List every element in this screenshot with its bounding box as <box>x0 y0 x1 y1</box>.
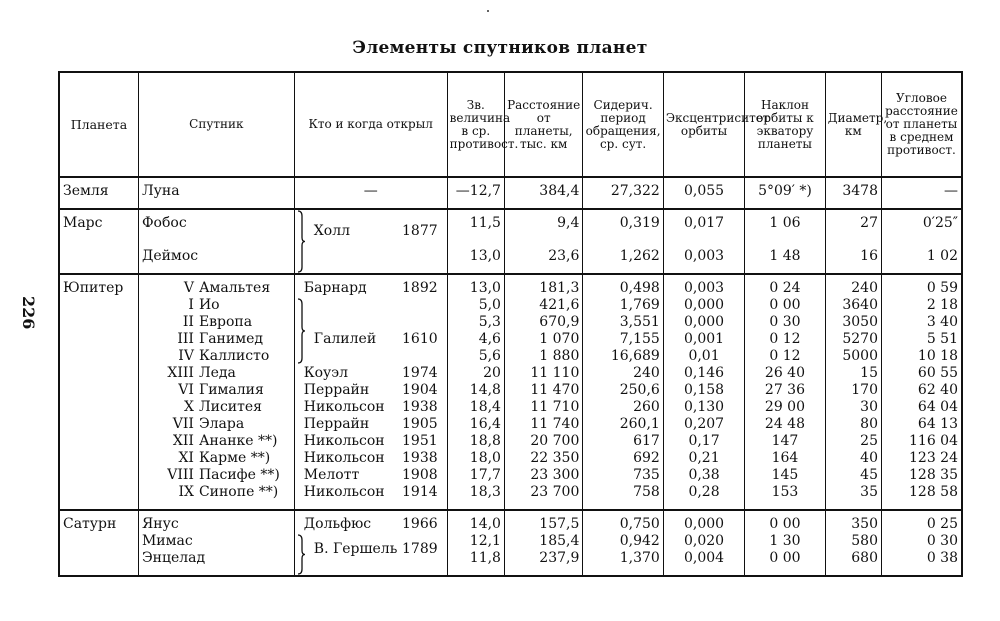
cell-distance: 185,4 <box>504 533 582 550</box>
table-row <box>59 365 962 382</box>
cell-inclination: 27 36 <box>745 382 825 399</box>
cell-angular: 64 04 <box>881 399 962 416</box>
cell-distance: 11 710 <box>504 399 582 416</box>
cell-discovered <box>294 209 447 241</box>
cell-period: 0,750 <box>583 510 663 533</box>
cell-period: 1,769 <box>583 297 663 314</box>
header-distance: Расстояние от планеты, тыс. км <box>504 72 582 177</box>
satellite-number: XII <box>172 433 194 449</box>
group-1 <box>59 209 962 274</box>
satellite-name: Карме **) <box>198 450 271 466</box>
cell-period: 7,155 <box>583 331 663 348</box>
table-row <box>59 484 962 510</box>
cell-inclination: 29 00 <box>745 399 825 416</box>
discoverer-name: Никольсон <box>303 484 385 500</box>
cell-period: 16,689 <box>583 348 663 365</box>
cell-satellite <box>138 348 294 365</box>
cell-planet <box>59 331 138 348</box>
cell-distance: 22 350 <box>504 450 582 467</box>
discoverer-name: Мелотт <box>303 467 360 483</box>
table-title: Элементы спутников планет <box>352 38 648 58</box>
table-row <box>59 533 962 550</box>
cell-magnitude: 18,4 <box>447 399 504 416</box>
cell-diameter: 580 <box>825 533 881 550</box>
cell-planet <box>59 467 138 484</box>
cell-angular: 123 24 <box>881 450 962 467</box>
cell-magnitude: 4,6 <box>447 331 504 348</box>
cell-eccentricity: 0,146 <box>663 365 744 382</box>
satellite-name: Европа <box>198 314 253 330</box>
discovery-year: 1966 <box>402 516 438 532</box>
cell-satellite <box>138 416 294 433</box>
cell-satellite <box>138 510 294 533</box>
cell-inclination: 145 <box>745 467 825 484</box>
cell-eccentricity: 0,17 <box>663 433 744 450</box>
cell-eccentricity: 0,020 <box>663 533 744 550</box>
discovery-year: 1905 <box>402 416 438 432</box>
header-discovered: Кто и когда открыл <box>294 72 447 177</box>
header-planet: Планета <box>59 72 138 177</box>
header-satellite: Спутник <box>138 72 294 177</box>
cell-discovered <box>294 314 447 331</box>
cell-period: 260,1 <box>583 416 663 433</box>
discoverer-name: Перрайн <box>303 382 370 398</box>
cell-discovered <box>294 533 447 557</box>
cell-planet: Юпитер <box>59 274 138 297</box>
cell-angular: 62 40 <box>881 382 962 399</box>
cell-satellite <box>138 450 294 467</box>
satellite-name: Элара <box>198 416 245 432</box>
satellite-number: XI <box>178 450 194 466</box>
cell-satellite <box>138 533 294 550</box>
cell-period: 250,6 <box>583 382 663 399</box>
satellite-name: Леда <box>198 365 236 381</box>
satellite-number: III <box>177 331 194 347</box>
cell-period: 0,942 <box>583 533 663 550</box>
cell-planet <box>59 314 138 331</box>
header-angular: Угловое расстояние от планеты в среднем противост. <box>881 72 962 177</box>
cell-planet <box>59 241 138 274</box>
cell-magnitude: 16,4 <box>447 416 504 433</box>
cell-inclination: 164 <box>745 450 825 467</box>
cell-angular: 0′25″ <box>881 209 962 241</box>
cell-discovered <box>294 241 447 274</box>
cell-eccentricity: 0,207 <box>663 416 744 433</box>
cell-magnitude: 14,8 <box>447 382 504 399</box>
cell-diameter: 15 <box>825 365 881 382</box>
cell-eccentricity: 0,38 <box>663 467 744 484</box>
cell-distance: 1 070 <box>504 331 582 348</box>
cell-inclination: 5°09′ *) <box>745 177 825 209</box>
cell-eccentricity: 0,001 <box>663 331 744 348</box>
cell-diameter: 3478 <box>825 177 881 209</box>
cell-inclination: 0 30 <box>745 314 825 331</box>
cell-distance: 9,4 <box>504 209 582 241</box>
satellite-number: X <box>183 399 194 415</box>
discovery-year: 1938 <box>402 450 438 466</box>
cell-discovered <box>294 550 447 576</box>
cell-inclination: 24 48 <box>745 416 825 433</box>
cell-distance: 157,5 <box>504 510 582 533</box>
discoverer-name: Холл <box>313 223 350 239</box>
cell-discovered <box>294 467 447 484</box>
satellite-number: I <box>188 297 194 313</box>
cell-inclination: 153 <box>745 484 825 510</box>
satellite-number: XIII <box>167 365 194 381</box>
cell-eccentricity: 0,158 <box>663 382 744 399</box>
cell-planet: Марс <box>59 209 138 241</box>
cell-diameter: 16 <box>825 241 881 274</box>
cell-inclination: 0 00 <box>745 550 825 576</box>
cell-eccentricity: 0,003 <box>663 274 744 297</box>
cell-satellite <box>138 399 294 416</box>
cell-magnitude: 5,6 <box>447 348 504 365</box>
satellite-name: Пасифе **) <box>198 467 280 483</box>
cell-discovered <box>294 177 447 209</box>
cell-distance: 181,3 <box>504 274 582 297</box>
cell-magnitude: 11,5 <box>447 209 504 241</box>
brace-icon <box>296 210 306 273</box>
discovery-year: 1877 <box>402 223 438 239</box>
satellite-number: VII <box>172 416 194 432</box>
discovery-year: 1974 <box>402 365 438 381</box>
cell-planet <box>59 399 138 416</box>
cell-satellite <box>138 382 294 399</box>
satellite-name: Луна <box>141 183 180 199</box>
cell-magnitude: 5,0 <box>447 297 504 314</box>
group-3 <box>59 510 962 576</box>
cell-angular: 128 35 <box>881 467 962 484</box>
cell-magnitude: 5,3 <box>447 314 504 331</box>
brace-icon <box>296 298 306 364</box>
satellite-name: Каллисто <box>198 348 270 364</box>
cell-angular: 1 02 <box>881 241 962 274</box>
satellite-name: Ганимед <box>198 331 264 347</box>
table-row <box>59 177 962 209</box>
cell-angular: 10 18 <box>881 348 962 365</box>
cell-period: 1,370 <box>583 550 663 576</box>
cell-diameter: 80 <box>825 416 881 433</box>
cell-eccentricity: 0,017 <box>663 209 744 241</box>
cell-magnitude: 18,3 <box>447 484 504 510</box>
cell-satellite <box>138 177 294 209</box>
cell-angular: 3 40 <box>881 314 962 331</box>
cell-period: 1,262 <box>583 241 663 274</box>
cell-satellite <box>138 365 294 382</box>
cell-diameter: 5000 <box>825 348 881 365</box>
cell-satellite <box>138 209 294 241</box>
cell-magnitude: 13,0 <box>447 241 504 274</box>
discovery-year: 1914 <box>402 484 438 500</box>
table-row <box>59 399 962 416</box>
cell-planet <box>59 297 138 314</box>
cell-period: 617 <box>583 433 663 450</box>
discoverer-name: Никольсон <box>303 433 385 449</box>
cell-inclination: 0 12 <box>745 331 825 348</box>
satellite-number: VI <box>178 382 194 398</box>
cell-angular: — <box>881 177 962 209</box>
satellite-name: Лиситея <box>198 399 262 415</box>
cell-period: 240 <box>583 365 663 382</box>
cell-planet <box>59 416 138 433</box>
cell-discovered <box>294 274 447 297</box>
table-row <box>59 467 962 484</box>
table-row <box>59 450 962 467</box>
satellite-number: IV <box>178 348 194 364</box>
brace-icon <box>296 534 306 575</box>
cell-planet <box>59 484 138 510</box>
cell-inclination: 1 06 <box>745 209 825 241</box>
cell-magnitude: 11,8 <box>447 550 504 576</box>
cell-inclination: 1 30 <box>745 533 825 550</box>
cell-planet <box>59 533 138 550</box>
cell-discovered <box>294 450 447 467</box>
cell-diameter: 5270 <box>825 331 881 348</box>
cell-magnitude: 13,0 <box>447 274 504 297</box>
discoverer-name: Галилей <box>313 331 377 347</box>
discovery-year: 1610 <box>402 331 438 347</box>
cell-discovered <box>294 399 447 416</box>
cell-satellite <box>138 241 294 274</box>
discoverer-name: Коуэл <box>303 365 349 381</box>
cell-diameter: 3050 <box>825 314 881 331</box>
cell-eccentricity: 0,055 <box>663 177 744 209</box>
group-0 <box>59 177 962 209</box>
cell-period: 758 <box>583 484 663 510</box>
discoverer-name: Перрайн <box>303 416 370 432</box>
cell-period: 3,551 <box>583 314 663 331</box>
cell-eccentricity: 0,000 <box>663 510 744 533</box>
satellite-name: Деймос <box>141 248 199 264</box>
cell-satellite <box>138 433 294 450</box>
cell-planet <box>59 365 138 382</box>
table-row <box>59 382 962 399</box>
satellite-name: Синопе **) <box>198 484 279 500</box>
cell-satellite <box>138 274 294 297</box>
discovery-year: 1908 <box>402 467 438 483</box>
cell-angular: 128 58 <box>881 484 962 510</box>
cell-eccentricity: 0,003 <box>663 241 744 274</box>
table-row <box>59 297 962 314</box>
group-2 <box>59 274 962 510</box>
cell-inclination: 147 <box>745 433 825 450</box>
cell-planet <box>59 348 138 365</box>
cell-eccentricity: 0,21 <box>663 450 744 467</box>
cell-distance: 11 740 <box>504 416 582 433</box>
cell-distance: 23 300 <box>504 467 582 484</box>
cell-inclination: 0 12 <box>745 348 825 365</box>
table-row <box>59 314 962 331</box>
cell-diameter: 170 <box>825 382 881 399</box>
satellite-number: V <box>183 280 194 296</box>
cell-angular: 60 55 <box>881 365 962 382</box>
table-row <box>59 274 962 297</box>
table-row <box>59 241 962 274</box>
cell-discovered <box>294 365 447 382</box>
cell-planet <box>59 550 138 576</box>
cell-distance: 421,6 <box>504 297 582 314</box>
cell-angular: 0 30 <box>881 533 962 550</box>
cell-discovered <box>294 510 447 533</box>
cell-eccentricity: 0,28 <box>663 484 744 510</box>
cell-discovered <box>294 348 447 365</box>
cell-magnitude: 20 <box>447 365 504 382</box>
cell-discovered <box>294 433 447 450</box>
satellite-number: VIII <box>167 467 194 483</box>
cell-planet <box>59 382 138 399</box>
cell-period: 27,322 <box>583 177 663 209</box>
cell-angular: 0 38 <box>881 550 962 576</box>
satellite-name: Амальтея <box>198 280 271 296</box>
cell-discovered <box>294 331 447 348</box>
satellite-name: Гималия <box>198 382 264 398</box>
table-row <box>59 416 962 433</box>
cell-planet <box>59 450 138 467</box>
table-row <box>59 348 962 365</box>
satellite-name: Энцелад <box>141 550 206 566</box>
cell-distance: 670,9 <box>504 314 582 331</box>
discovery-year: 1904 <box>402 382 438 398</box>
discoverer-name: Никольсон <box>303 450 385 466</box>
cell-magnitude: 18,0 <box>447 450 504 467</box>
cell-inclination: 0 00 <box>745 510 825 533</box>
cell-satellite <box>138 331 294 348</box>
cell-satellite <box>138 467 294 484</box>
cell-distance: 11 470 <box>504 382 582 399</box>
cell-eccentricity: 0,004 <box>663 550 744 576</box>
header-diameter: Диаметр, км <box>825 72 881 177</box>
discoverer-name: — <box>363 183 378 199</box>
cell-inclination: 1 48 <box>745 241 825 274</box>
cell-diameter: 35 <box>825 484 881 510</box>
discovery-year: 1951 <box>402 433 438 449</box>
table-row <box>59 433 962 450</box>
header-period: Сидерич. период обращения, ср. сут. <box>583 72 663 177</box>
discovery-year: 1938 <box>402 399 438 415</box>
header-magnitude: Зв. величина в ср. противост. <box>447 72 504 177</box>
cell-distance: 23,6 <box>504 241 582 274</box>
satellite-name: Янус <box>141 516 179 532</box>
satellites-table <box>58 71 963 577</box>
table-row <box>59 510 962 533</box>
cell-planet: Сатурн <box>59 510 138 533</box>
cell-magnitude: —12,7 <box>447 177 504 209</box>
cell-inclination: 26 40 <box>745 365 825 382</box>
cell-eccentricity: 0,000 <box>663 297 744 314</box>
cell-distance: 384,4 <box>504 177 582 209</box>
discoverer-name: Никольсон <box>303 399 385 415</box>
cell-eccentricity: 0,01 <box>663 348 744 365</box>
print-speck <box>487 10 489 12</box>
cell-distance: 237,9 <box>504 550 582 576</box>
header-inclination: Наклон орбиты к экватору планеты <box>745 72 825 177</box>
discoverer-name: В. Гершель <box>313 541 398 557</box>
cell-discovered <box>294 297 447 314</box>
cell-eccentricity: 0,000 <box>663 314 744 331</box>
discovery-year: 1789 <box>402 541 438 557</box>
cell-magnitude: 17,7 <box>447 467 504 484</box>
page-number: 226 <box>19 296 38 330</box>
cell-distance: 20 700 <box>504 433 582 450</box>
cell-satellite <box>138 484 294 510</box>
table-row <box>59 550 962 576</box>
cell-period: 692 <box>583 450 663 467</box>
satellite-name: Ио <box>198 297 220 313</box>
table-row <box>59 331 962 348</box>
cell-diameter: 3640 <box>825 297 881 314</box>
satellite-number: II <box>182 314 194 330</box>
table-row <box>59 209 962 241</box>
satellite-name: Фобос <box>141 215 187 231</box>
table-header <box>59 72 962 177</box>
cell-magnitude: 12,1 <box>447 533 504 550</box>
cell-angular: 5 51 <box>881 331 962 348</box>
cell-diameter: 45 <box>825 467 881 484</box>
cell-period: 0,498 <box>583 274 663 297</box>
cell-diameter: 40 <box>825 450 881 467</box>
cell-discovered <box>294 382 447 399</box>
cell-planet: Земля <box>59 177 138 209</box>
cell-inclination: 0 00 <box>745 297 825 314</box>
discoverer-name: Дольфюс <box>303 516 372 532</box>
discoverer-name: Барнард <box>303 280 367 296</box>
cell-eccentricity: 0,130 <box>663 399 744 416</box>
cell-satellite <box>138 314 294 331</box>
cell-inclination: 0 24 <box>745 274 825 297</box>
cell-angular: 116 04 <box>881 433 962 450</box>
cell-discovered <box>294 416 447 433</box>
cell-magnitude: 14,0 <box>447 510 504 533</box>
cell-satellite <box>138 297 294 314</box>
cell-discovered <box>294 484 447 510</box>
cell-planet <box>59 433 138 450</box>
cell-diameter: 350 <box>825 510 881 533</box>
cell-angular: 0 25 <box>881 510 962 533</box>
header-eccentricity: Эксцентриситет орбиты <box>663 72 744 177</box>
cell-diameter: 30 <box>825 399 881 416</box>
satellite-number: IX <box>178 484 194 500</box>
discovery-year: 1892 <box>402 280 438 296</box>
cell-diameter: 25 <box>825 433 881 450</box>
cell-diameter: 240 <box>825 274 881 297</box>
satellite-name: Мимас <box>141 533 193 549</box>
cell-distance: 11 110 <box>504 365 582 382</box>
cell-angular: 2 18 <box>881 297 962 314</box>
cell-angular: 0 59 <box>881 274 962 297</box>
cell-distance: 1 880 <box>504 348 582 365</box>
satellite-name: Ананке **) <box>198 433 278 449</box>
cell-diameter: 680 <box>825 550 881 576</box>
cell-satellite <box>138 550 294 576</box>
cell-magnitude: 18,8 <box>447 433 504 450</box>
cell-period: 0,319 <box>583 209 663 241</box>
cell-diameter: 27 <box>825 209 881 241</box>
cell-period: 260 <box>583 399 663 416</box>
cell-period: 735 <box>583 467 663 484</box>
cell-angular: 64 13 <box>881 416 962 433</box>
cell-distance: 23 700 <box>504 484 582 510</box>
